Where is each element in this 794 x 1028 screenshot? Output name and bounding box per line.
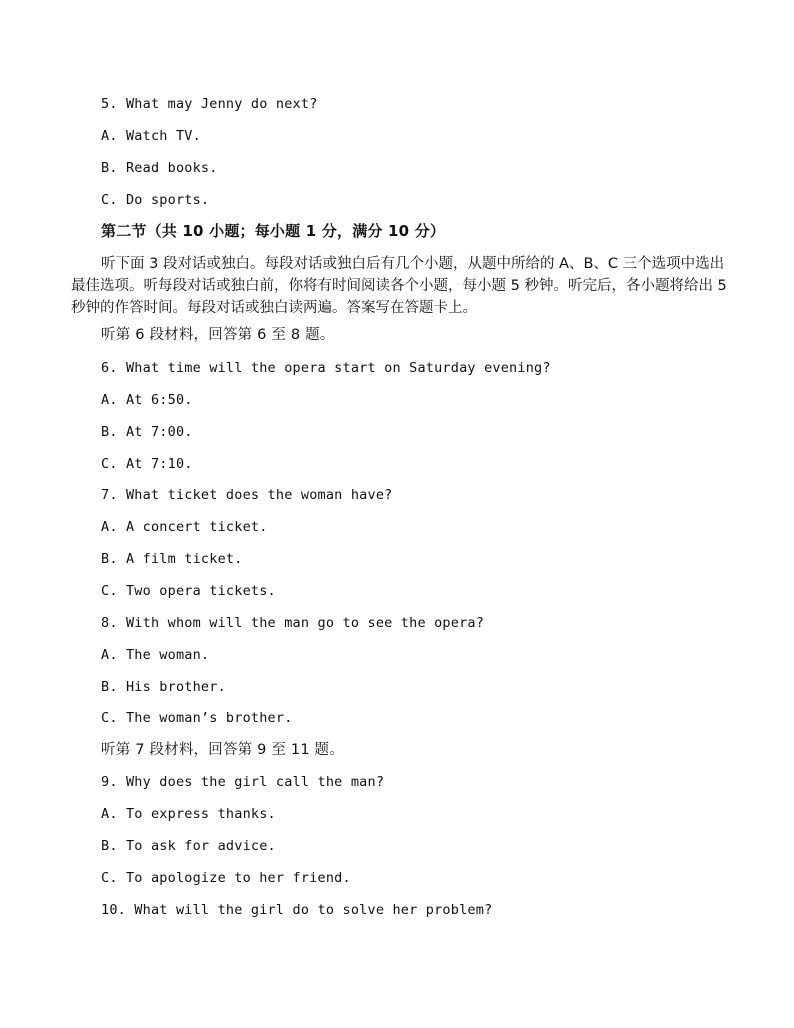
q5-option-c: C. Do sports. — [101, 192, 210, 208]
question-8: 8. With whom will the man go to see the opera? — [101, 615, 485, 631]
question-9: 9. Why does the girl call the man? — [101, 774, 385, 790]
q9-option-c: C. To apologize to her friend. — [101, 870, 351, 886]
q8-option-a: A. The woman. — [101, 647, 210, 663]
q7-option-c: C. Two opera tickets. — [101, 583, 276, 599]
question-7: 7. What ticket does the woman have? — [101, 487, 393, 503]
q6-option-b: B. At 7:00. — [101, 424, 193, 440]
q7-option-a: A. A concert ticket. — [101, 519, 268, 535]
q8-option-b: B. His brother. — [101, 679, 226, 695]
section-2-instructions-text: 听下面 3 段对话或独白。每段对话或独白后有几个小题，从题中所给的 A、B、C 三个选项中选出最佳选项。听每段对话或独白前，你将有时间阅读各个小题，每小题 5 秒钟。听完后，各小题将给出 5 秒钟的作答时间。每段对话或独白读两遍。答案写在答题卡上。 — [71, 256, 727, 316]
material-7-intro: 听第 7 段材料，回答第 9 至 11 题。 — [101, 742, 344, 758]
q5-option-a: A. Watch TV. — [101, 128, 201, 144]
q9-option-a: A. To express thanks. — [101, 806, 276, 822]
question-5: 5. What may Jenny do next? — [101, 96, 318, 112]
material-6-intro: 听第 6 段材料，回答第 6 至 8 题。 — [101, 327, 335, 343]
q9-option-b: B. To ask for advice. — [101, 838, 276, 854]
q6-option-c: C. At 7:10. — [101, 456, 193, 472]
question-10: 10. What will the girl do to solve her problem? — [101, 902, 493, 918]
q7-option-b: B. A film ticket. — [101, 551, 243, 567]
section-2-instructions — [71, 253, 731, 319]
q5-option-b: B. Read books. — [101, 160, 218, 176]
question-6: 6. What time will the opera start on Saturday evening? — [101, 360, 551, 376]
q8-option-c: C. The woman’s brother. — [101, 710, 293, 726]
q6-option-a: A. At 6:50. — [101, 392, 193, 408]
section-2-heading: 第二节（共 10 小题；每小题 1 分，满分 10 分） — [101, 222, 446, 240]
